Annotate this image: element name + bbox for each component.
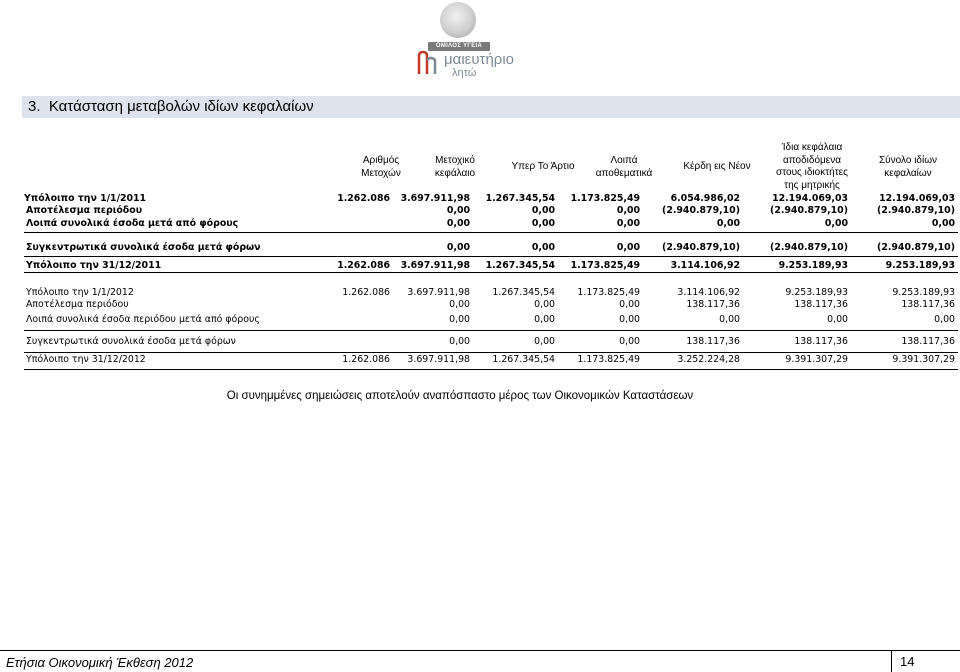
table-cell: 0,00	[616, 218, 640, 229]
table-cell: 138.117,36	[686, 336, 740, 347]
row-label: Συγκεντρωτικά συνολικά έσοδα μετά φόρων	[26, 336, 236, 347]
logo-emblem-icon	[440, 2, 476, 38]
table-cell: 3.697.911,98	[400, 193, 470, 204]
table-cell: 0,00	[719, 314, 740, 325]
table-cell: 6.054.986,02	[670, 193, 740, 204]
row-separator	[24, 330, 958, 331]
table-cell: 0,00	[531, 205, 555, 216]
table-cell: 138.117,36	[686, 299, 740, 310]
footer-divider	[0, 650, 960, 651]
table-cell: 0,00	[616, 242, 640, 253]
row-label: Υπόλοιπο την 31/12/2012	[26, 354, 146, 365]
table-cell: 0,00	[934, 314, 955, 325]
column-header: Λοιπά αποθεματικά	[595, 155, 653, 179]
table-cell: 3.252.224,28	[677, 354, 740, 365]
table-cell: 138.117,36	[901, 299, 955, 310]
row-label: Αποτέλεσμα περιόδου	[26, 205, 143, 216]
table-cell: 1.267.345,54	[492, 354, 555, 365]
column-header: Αριθμός Μετοχών	[361, 155, 401, 179]
table-cell: 9.253.189,93	[892, 287, 955, 298]
table-cell: 12.194.069,03	[772, 193, 848, 204]
row-separator	[24, 369, 958, 370]
row-label: Υπόλοιπο την 31/12/2011	[26, 260, 162, 271]
table-cell: (2.940.879,10)	[877, 205, 955, 216]
table-cell: 138.117,36	[901, 336, 955, 347]
table-cell: 0,00	[534, 314, 555, 325]
row-separator	[24, 256, 958, 257]
table-cell: 3.114.106,92	[670, 260, 740, 271]
table-cell: 1.267.345,54	[485, 260, 555, 271]
table-cell: (2.940.879,10)	[770, 205, 848, 216]
table-cell: 0,00	[534, 336, 555, 347]
table-cell: 0,00	[446, 205, 470, 216]
table-cell: 1.173.825,49	[570, 260, 640, 271]
table-cell: 0,00	[827, 314, 848, 325]
table-cell: 3.697.911,98	[400, 260, 470, 271]
table-cell: 1.173.825,49	[577, 354, 640, 365]
table-cell: 138.117,36	[794, 299, 848, 310]
column-header: Σύνολο ιδίων κεφαλαίων	[878, 155, 938, 179]
company-logo	[404, 0, 514, 96]
table-cell: 3.697.911,98	[407, 354, 470, 365]
table-cell: 3.697.911,98	[407, 287, 470, 298]
logo-text-line1: μαιευτήριο	[444, 51, 515, 68]
table-cell: 0,00	[616, 205, 640, 216]
table-cell: 1.262.086	[337, 193, 390, 204]
footer-vertical-divider	[891, 651, 892, 672]
section-heading	[28, 98, 314, 115]
table-cell: (2.940.879,10)	[662, 205, 740, 216]
table-cell: (2.940.879,10)	[662, 242, 740, 253]
table-cell: 9.391.307,29	[892, 354, 955, 365]
logo-mark-icon	[416, 48, 440, 76]
table-cell: 0,00	[449, 336, 470, 347]
table-cell: 9.253.189,93	[885, 260, 955, 271]
table-cell: 0,00	[531, 242, 555, 253]
table-cell: 0,00	[824, 218, 848, 229]
table-cell: 0,00	[446, 218, 470, 229]
table-cell: 0,00	[619, 314, 640, 325]
table-cell: 0,00	[531, 218, 555, 229]
table-cell: 0,00	[446, 242, 470, 253]
logo-text-line2: λητώ	[452, 67, 477, 79]
table-cell: 0,00	[449, 299, 470, 310]
table-cell: 0,00	[931, 218, 955, 229]
row-label: Συγκεντρωτικά συνολικά έσοδα μετά φόρων	[26, 242, 261, 253]
row-separator	[24, 352, 958, 353]
table-cell: 138.117,36	[794, 336, 848, 347]
section-number: 3.	[28, 98, 41, 115]
row-label: Αποτέλεσμα περιόδου	[26, 299, 129, 310]
logo-band: ΟΜΙΛΟΣ ΥΓΕΙΑ	[428, 42, 490, 51]
section-title: Κατάσταση μεταβολών ιδίων κεφαλαίων	[48, 98, 314, 115]
row-label: Λοιπά συνολικά έσοδα μετά από φόρους	[26, 218, 239, 229]
footer-title: Ετήσια Οικονομική Έκθεση 2012	[6, 655, 194, 670]
table-cell: 9.253.189,93	[785, 287, 848, 298]
table-cell: 1.262.086	[337, 260, 390, 271]
table-cell: 12.194.069,03	[879, 193, 955, 204]
table-cell: 1.262.086	[342, 287, 390, 298]
row-separator	[24, 232, 958, 233]
table-cell: 0,00	[619, 299, 640, 310]
row-label: Υπόλοιπο την 1/1/2012	[26, 287, 134, 298]
page-number: 14	[900, 654, 915, 669]
table-cell: (2.940.879,10)	[877, 242, 955, 253]
column-header: Κέρδη εις Νέον	[683, 161, 751, 172]
table-cell: 0,00	[619, 336, 640, 347]
table-cell: 1.173.825,49	[570, 193, 640, 204]
table-cell: 1.262.086	[342, 354, 390, 365]
table-cell: 1.267.345,54	[485, 193, 555, 204]
table-cell: 0,00	[534, 299, 555, 310]
row-separator	[24, 272, 958, 273]
column-header: Υπερ Το Άρτιο	[511, 161, 575, 172]
column-header: Ίδια κεφάλαια αποδιδόμενα στους ιδιοκτήτες της μητρικής	[776, 142, 848, 191]
table-cell: 1.173.825,49	[577, 287, 640, 298]
table-cell: 0,00	[716, 218, 740, 229]
row-label: Λοιπά συνολικά έσοδα περιόδου μετά από φόρους	[26, 314, 260, 325]
table-cell: 1.267.345,54	[492, 287, 555, 298]
table-cell: 0,00	[449, 314, 470, 325]
statement-note: Οι συνημμένες σημειώσεις αποτελούν αναπόσπαστο μέρος των Οικονομικών Καταστάσεων	[226, 390, 694, 402]
table-cell: 9.391.307,29	[785, 354, 848, 365]
row-label: Υπόλοιπο την 1/1/2011	[24, 193, 147, 204]
table-cell: 3.114.106,92	[677, 287, 740, 298]
table-cell: 9.253.189,93	[778, 260, 848, 271]
table-cell: (2.940.879,10)	[770, 242, 848, 253]
column-header: Μετοχικό κεφάλαιο	[434, 155, 476, 179]
